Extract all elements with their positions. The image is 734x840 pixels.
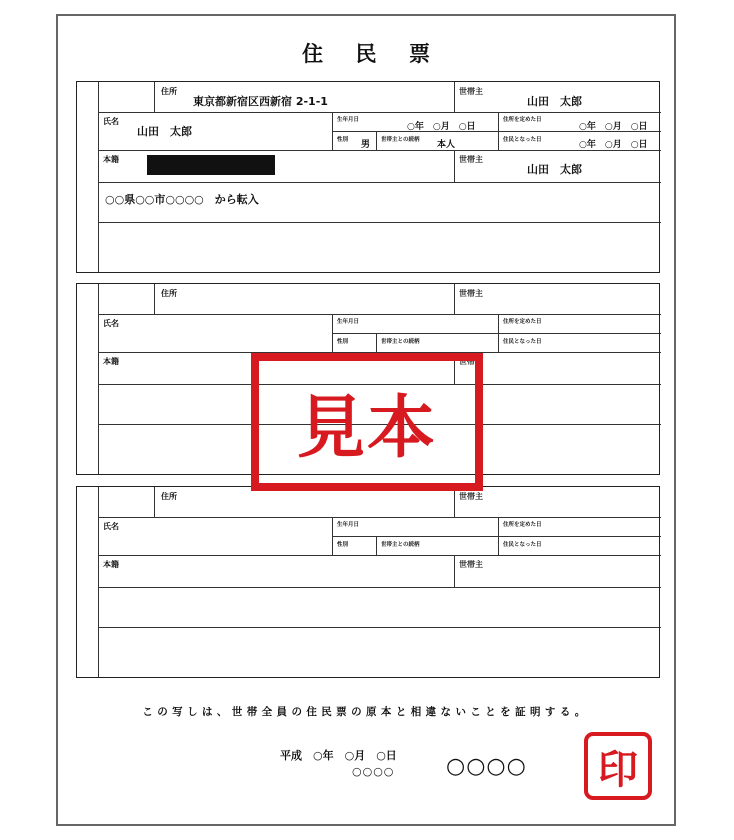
- became-resident-label: 住民となった日: [503, 542, 542, 548]
- domicile-label: 本籍: [103, 357, 119, 366]
- domicile-householder-label: 世帯主: [459, 357, 483, 366]
- office-name: ○○○○: [352, 765, 395, 778]
- birthdate-value: ○年 ○月 ○日: [407, 122, 476, 132]
- certification-statement: この写しは、世帯全員の住民票の原本と相違ないことを証明する。: [142, 706, 590, 718]
- became-resident-label: 住民となった日: [503, 339, 542, 345]
- gender-label: 性別: [337, 542, 349, 548]
- householder-value: 山田 太郎: [527, 95, 582, 108]
- record-1: [76, 81, 660, 273]
- birthdate-label: 生年月日: [337, 319, 360, 325]
- sample-stamp: [251, 353, 483, 491]
- moved-in-label: 住所を定めた日: [503, 117, 542, 123]
- official-seal: [584, 732, 652, 800]
- address-value: 東京都新宿区西新宿 2-1-1: [193, 95, 328, 108]
- householder-label: 世帯主: [459, 87, 483, 96]
- moved-in-label: 住所を定めた日: [503, 319, 542, 325]
- gender-label: 性別: [337, 137, 349, 143]
- householder-label: 世帯主: [459, 492, 483, 501]
- domicile-label: 本籍: [103, 155, 119, 164]
- domicile-householder-label: 世帯主: [459, 560, 483, 569]
- became-resident-label: 住民となった日: [503, 137, 542, 143]
- moved-in-value: ○年 ○月 ○日: [579, 122, 648, 132]
- seal-text: 印: [598, 746, 638, 793]
- relation-value: 本人: [437, 140, 456, 150]
- gender-label: 性別: [337, 339, 349, 345]
- gender-value: 男: [361, 140, 371, 150]
- domicile-redaction: [147, 155, 275, 175]
- domicile-label: 本籍: [103, 560, 119, 569]
- name-value: 山田 太郎: [137, 125, 192, 138]
- mayor-name: ○○○○: [446, 754, 527, 779]
- sample-stamp-text: 見本: [296, 388, 437, 468]
- document-title: 住 民 票: [301, 42, 443, 66]
- address-label: 住所: [161, 87, 177, 96]
- name-label: 氏名: [103, 117, 119, 126]
- relation-label: 世帯主との続柄: [381, 137, 420, 143]
- domicile-householder-label: 世帯主: [459, 155, 483, 164]
- transfer-note: ○○県○○市○○○○ から転入: [105, 193, 259, 206]
- moved-in-label: 住所を定めた日: [503, 522, 542, 528]
- address-label: 住所: [161, 492, 177, 501]
- birthdate-label: 生年月日: [337, 117, 360, 123]
- domicile-householder-value: 山田 太郎: [527, 163, 582, 176]
- issue-date: 平成 ○年 ○月 ○日: [280, 749, 397, 762]
- relation-label: 世帯主との続柄: [381, 339, 420, 345]
- record-3: [76, 486, 660, 678]
- became-resident-value: ○年 ○月 ○日: [579, 140, 648, 150]
- name-label: 氏名: [103, 522, 119, 531]
- birthdate-label: 生年月日: [337, 522, 360, 528]
- address-label: 住所: [161, 289, 177, 298]
- relation-label: 世帯主との続柄: [381, 542, 420, 548]
- name-label: 氏名: [103, 319, 119, 328]
- householder-label: 世帯主: [459, 289, 483, 298]
